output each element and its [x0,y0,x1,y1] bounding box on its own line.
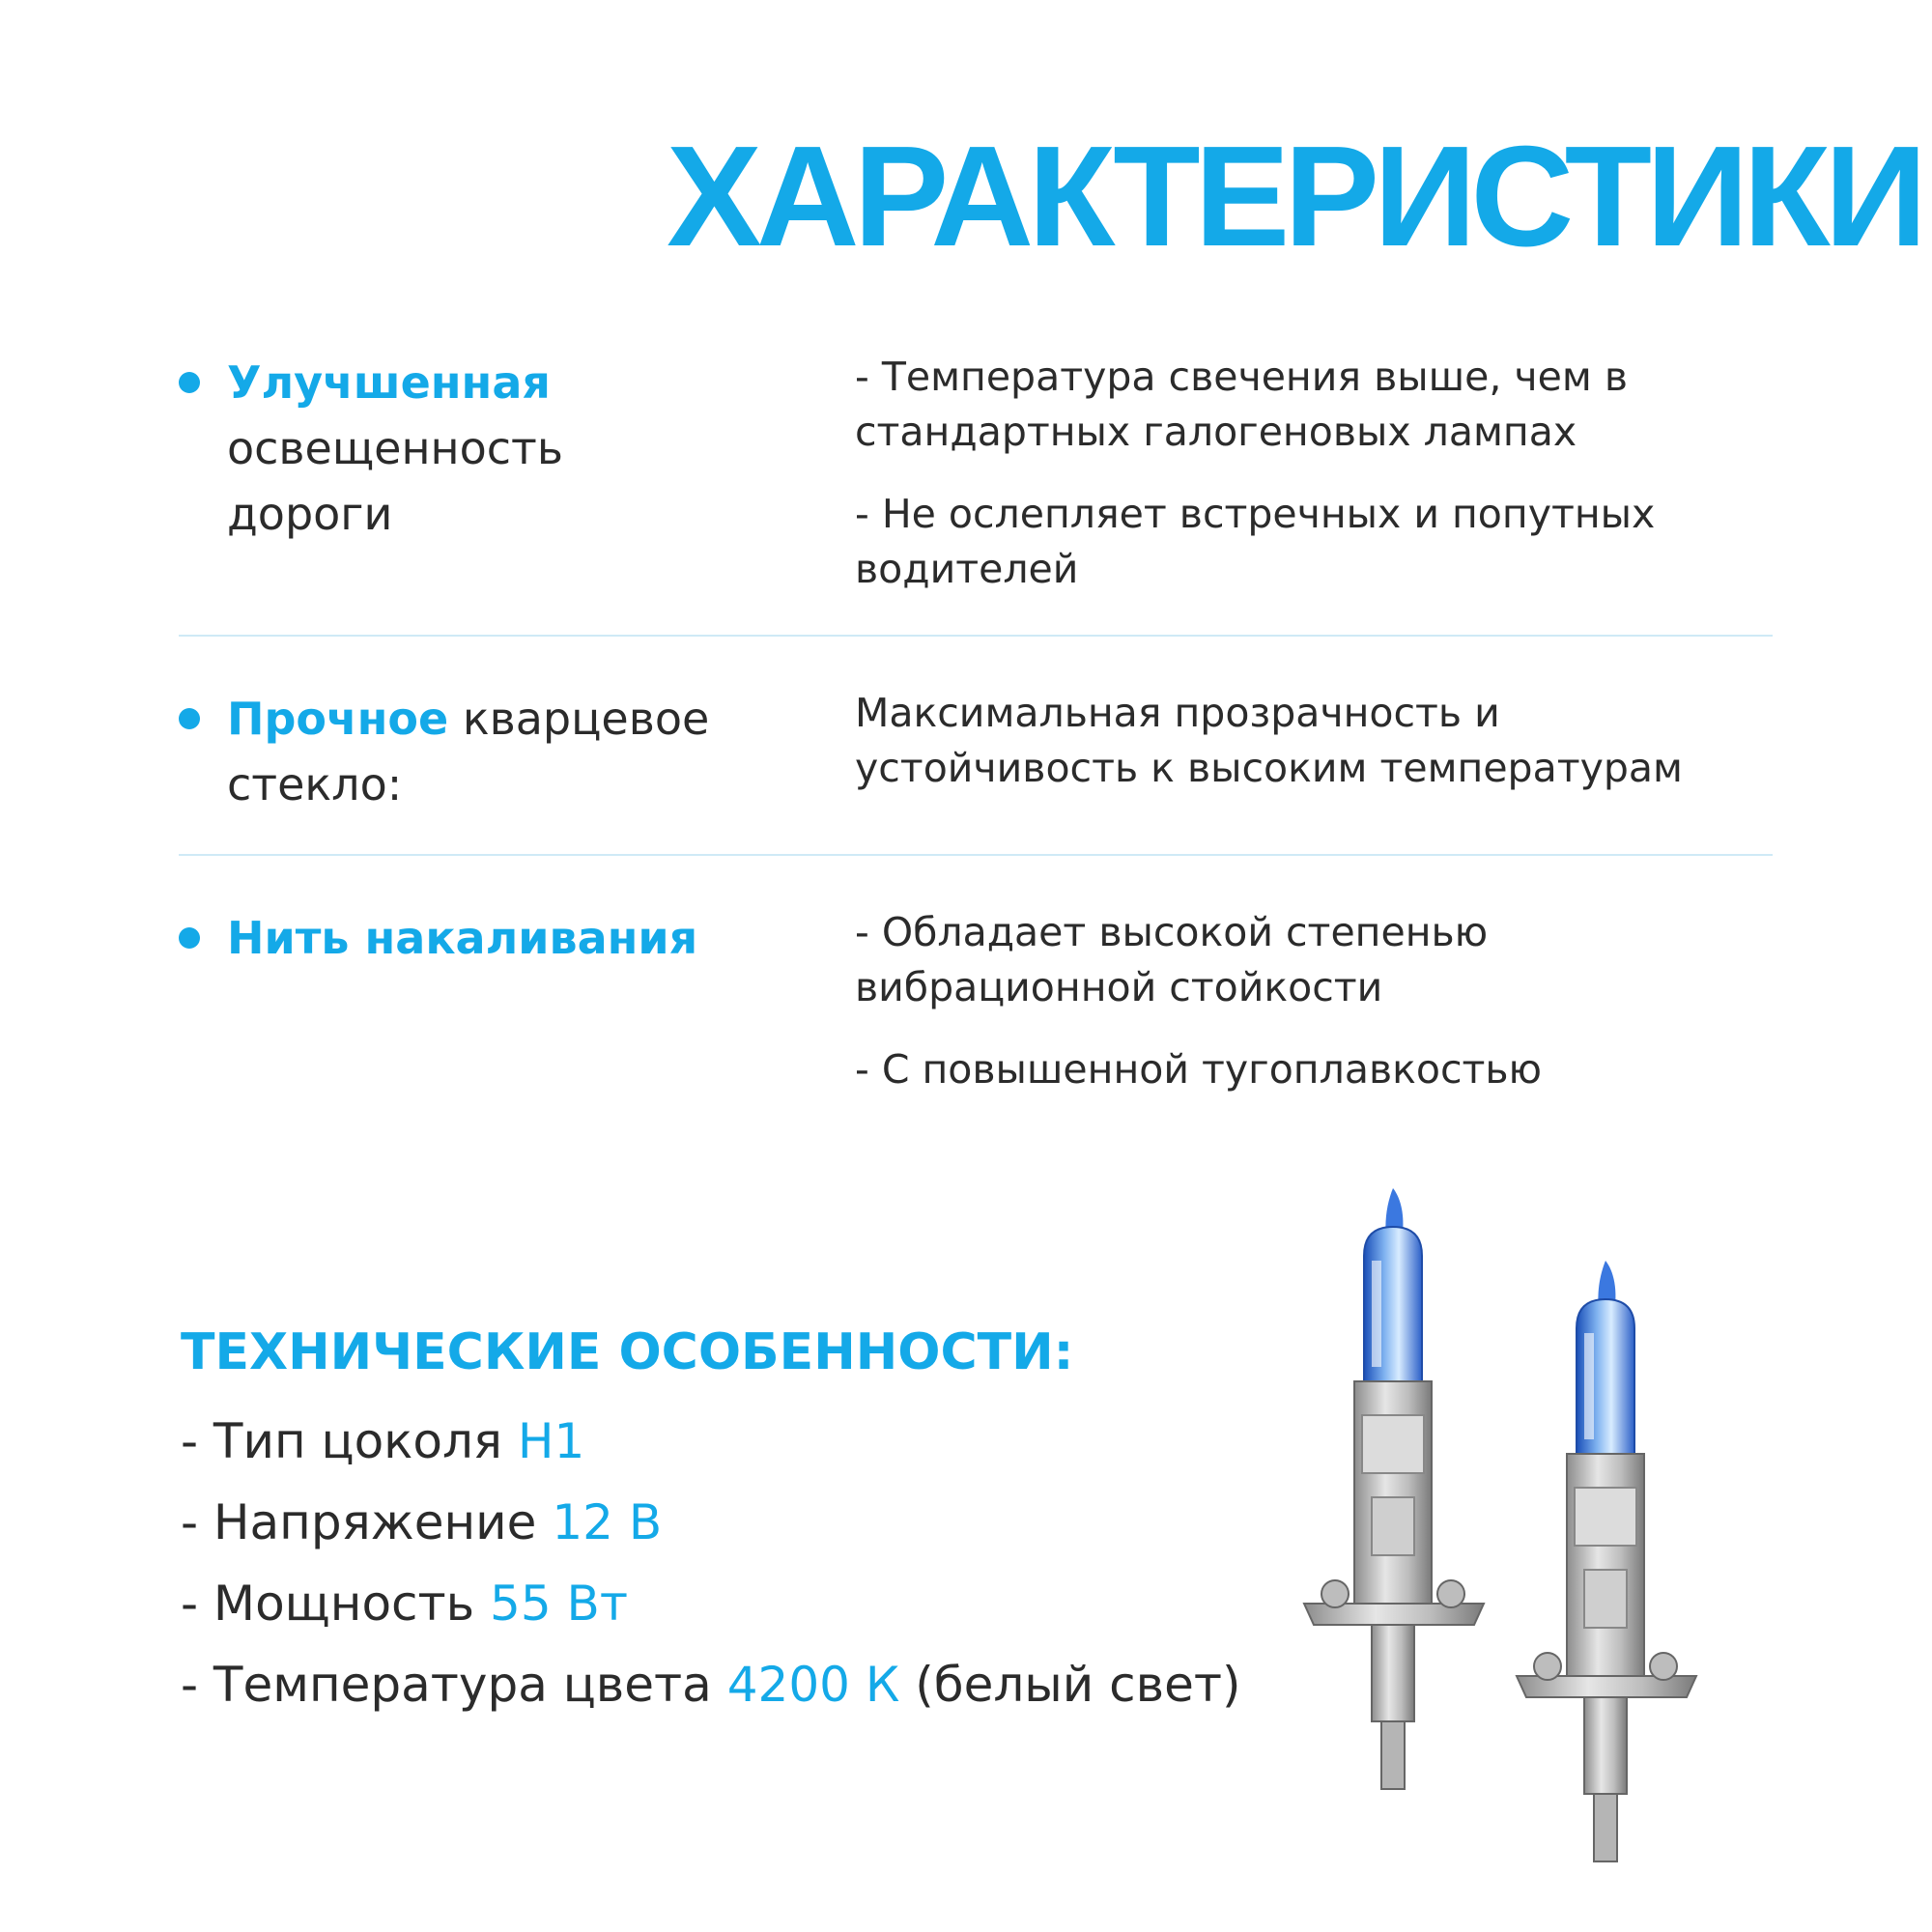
bullet-icon [179,927,200,949]
feature-detail: - Температура свечения выше, чем в стандартных галогеновых лампах [855,354,1628,455]
feature-detail: - С повышенной тугоплавкостью [855,1046,1543,1093]
bullet-icon [179,708,200,729]
tech-item-voltage: - Напряжение 12 В [181,1494,663,1550]
divider [179,635,1773,637]
tech-title: ТЕХНИЧЕСКИЕ ОСОБЕННОСТИ: [181,1323,1074,1381]
feature-label: Улучшенная освещенность дороги [227,356,563,540]
tech-item-base: - Тип цоколя H1 [181,1413,585,1469]
feature-details [855,905,1773,1124]
tech-item-power: - Мощность 55 Вт [181,1576,628,1632]
feature-detail: - Обладает высокой степенью вибрационной стойкости [855,909,1489,1010]
tech-item-color-temp: - Температура цвета 4200 К (белый свет) [181,1657,1241,1713]
feature-detail: - Не ослепляет встречных и попутных водителей [855,491,1656,592]
feature-accent: Прочное [227,693,449,745]
tech-list [181,1401,1241,1725]
feature-accent: Улучшенная [227,356,551,409]
feature-accent: Нить накаливания [227,912,698,964]
feature-label: Прочное кварцевое стекло: [227,693,710,810]
feature-details [855,686,1773,823]
feature-detail: Максимальная прозрачность и устойчивость к высоким температурам [855,690,1683,791]
feature-details [855,350,1773,624]
divider [179,854,1773,856]
bullet-icon [179,372,200,393]
halogen-bulbs-image [1275,1179,1816,1874]
feature-label [227,905,768,971]
page-title: ХАРАКТЕРИСТИКИ [667,117,1922,276]
